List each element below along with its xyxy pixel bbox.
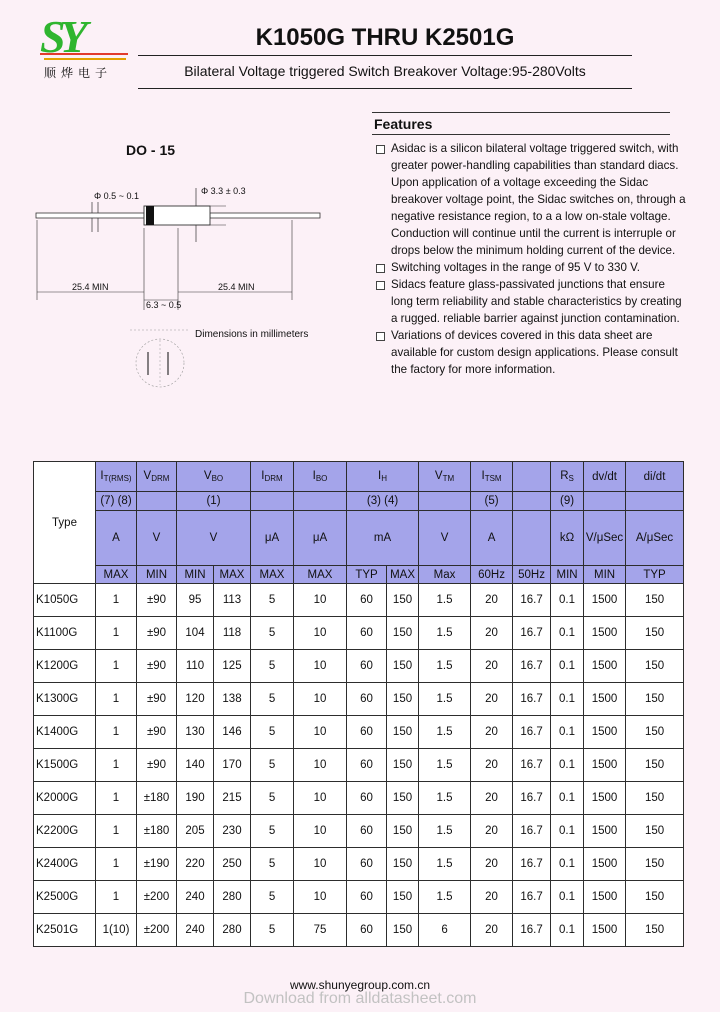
value-cell: ±190 [137, 848, 177, 881]
value-cell: 20 [471, 683, 513, 716]
value-cell: 150 [387, 914, 419, 947]
value-cell: 16.7 [513, 716, 551, 749]
value-cell: 16.7 [513, 848, 551, 881]
value-cell: 5 [251, 584, 294, 617]
table-row [34, 848, 684, 881]
value-cell: 16.7 [513, 650, 551, 683]
value-cell: 10 [294, 683, 347, 716]
value-cell: 60 [347, 716, 387, 749]
value-cell: 150 [387, 584, 419, 617]
value-cell: 1.5 [419, 683, 471, 716]
value-cell: ±90 [137, 716, 177, 749]
value-cell: 16.7 [513, 815, 551, 848]
dim-body-diameter: Φ 3.3 ± 0.3 [201, 186, 246, 196]
table-row [34, 617, 684, 650]
dim-lead-right: 25.4 MIN [218, 282, 255, 292]
table-row [34, 749, 684, 782]
type-cell: K1050G [34, 584, 96, 617]
spec-table-body [34, 584, 684, 947]
unit-cell: V/μSec [584, 511, 626, 566]
param-header: di/dt [626, 462, 684, 492]
value-cell: 113 [214, 584, 251, 617]
limit-cell: MIN [551, 566, 584, 584]
param-header: $I_{TSM}$ [471, 462, 513, 492]
value-cell: ±200 [137, 914, 177, 947]
value-cell: 1500 [584, 815, 626, 848]
units-row [34, 511, 684, 566]
value-cell: 95 [177, 584, 214, 617]
type-cell: K2200G [34, 815, 96, 848]
type-cell: K2000G [34, 782, 96, 815]
checkbox-bullet-icon [376, 281, 385, 290]
param-header: $I_{T(RMS)}$ [96, 462, 137, 492]
value-cell: 20 [471, 914, 513, 947]
value-cell: 60 [347, 617, 387, 650]
value-cell: 5 [251, 782, 294, 815]
value-cell: 5 [251, 914, 294, 947]
value-cell: 6 [419, 914, 471, 947]
value-cell: 120 [177, 683, 214, 716]
title-divider [138, 55, 632, 56]
param-header: $I_{DRM}$ [251, 462, 294, 492]
value-cell: 150 [626, 848, 684, 881]
unit-cell [513, 511, 551, 566]
value-cell: 5 [251, 617, 294, 650]
value-cell: 280 [214, 914, 251, 947]
checkbox-bullet-icon [376, 145, 385, 154]
param-header: $I_{BO}$ [294, 462, 347, 492]
unit-cell: V [177, 511, 251, 566]
value-cell: 5 [251, 815, 294, 848]
value-cell: 1 [96, 782, 137, 815]
value-cell: ±90 [137, 683, 177, 716]
table-row [34, 683, 684, 716]
note-cell: (9) [551, 492, 584, 511]
value-cell: 118 [214, 617, 251, 650]
type-cell: K2500G [34, 881, 96, 914]
value-cell: 150 [387, 617, 419, 650]
type-cell: K1300G [34, 683, 96, 716]
table-row [34, 815, 684, 848]
type-header: Type [34, 462, 96, 584]
value-cell: 220 [177, 848, 214, 881]
dim-lead-diameter: Φ 0.5 ~ 0.1 [94, 191, 139, 201]
value-cell: 10 [294, 881, 347, 914]
value-cell: 280 [214, 881, 251, 914]
limit-cell: MIN [137, 566, 177, 584]
limit-cell: MAX [387, 566, 419, 584]
unit-cell: mA [347, 511, 419, 566]
value-cell: 16.7 [513, 782, 551, 815]
subtitle-divider [138, 88, 632, 89]
value-cell: 150 [626, 914, 684, 947]
table-row [34, 914, 684, 947]
value-cell: 0.1 [551, 881, 584, 914]
value-cell: 1500 [584, 650, 626, 683]
note-cell [294, 492, 347, 511]
note-cell [419, 492, 471, 511]
feature-text: Sidacs feature glass-passivated junctions that ensure long term reliability and stable characteristics by creating a rugged. reliable barrier against junction contamination. [391, 278, 682, 325]
value-cell: 1 [96, 848, 137, 881]
limit-cell: 60Hz [471, 566, 513, 584]
value-cell: 1 [96, 815, 137, 848]
note-cell [251, 492, 294, 511]
value-cell: 1 [96, 716, 137, 749]
value-cell: 20 [471, 716, 513, 749]
unit-cell: A [96, 511, 137, 566]
value-cell: 1 [96, 584, 137, 617]
value-cell: 10 [294, 782, 347, 815]
value-cell: 150 [626, 683, 684, 716]
value-cell: ±90 [137, 749, 177, 782]
value-cell: 60 [347, 815, 387, 848]
footer-watermark: Download from alldatasheet.com [243, 990, 477, 1007]
value-cell: 60 [347, 584, 387, 617]
value-cell: 20 [471, 617, 513, 650]
value-cell: 1500 [584, 617, 626, 650]
value-cell: 1500 [584, 848, 626, 881]
unit-cell: V [419, 511, 471, 566]
value-cell: 150 [626, 881, 684, 914]
value-cell: 20 [471, 881, 513, 914]
value-cell: 5 [251, 716, 294, 749]
limit-cell: MIN [177, 566, 214, 584]
checkbox-bullet-icon [376, 332, 385, 341]
value-cell: 60 [347, 848, 387, 881]
value-cell: 5 [251, 650, 294, 683]
value-cell: 0.1 [551, 716, 584, 749]
logo-chinese-name: 顺烨电子 [44, 66, 113, 80]
feature-text: Switching voltages in the range of 95 V to 330 V. [391, 261, 641, 274]
value-cell: 16.7 [513, 617, 551, 650]
value-cell: 1500 [584, 584, 626, 617]
param-header: dv/dt [584, 462, 626, 492]
value-cell: 230 [214, 815, 251, 848]
value-cell: 10 [294, 584, 347, 617]
value-cell: 150 [626, 650, 684, 683]
value-cell: 1.5 [419, 650, 471, 683]
param-header: $V_{BO}$ [177, 462, 251, 492]
type-cell: K1500G [34, 749, 96, 782]
value-cell: 150 [626, 617, 684, 650]
param-header: $I_H$ [347, 462, 419, 492]
value-cell: 1.5 [419, 617, 471, 650]
value-cell: 20 [471, 815, 513, 848]
table-row [34, 782, 684, 815]
value-cell: 110 [177, 650, 214, 683]
type-cell: K2501G [34, 914, 96, 947]
value-cell: 20 [471, 848, 513, 881]
value-cell: 240 [177, 914, 214, 947]
value-cell: 0.1 [551, 584, 584, 617]
value-cell: 205 [177, 815, 214, 848]
value-cell: 0.1 [551, 650, 584, 683]
value-cell: 215 [214, 782, 251, 815]
feature-item [374, 140, 686, 259]
value-cell: 150 [626, 782, 684, 815]
unit-cell: V [137, 511, 177, 566]
value-cell: 1500 [584, 749, 626, 782]
value-cell: ±90 [137, 650, 177, 683]
limit-cell: MAX [294, 566, 347, 584]
value-cell: 170 [214, 749, 251, 782]
value-cell: 0.1 [551, 749, 584, 782]
page-subtitle: Bilateral Voltage triggered Switch Breakover Voltage:95-280Volts [184, 63, 586, 79]
value-cell: 104 [177, 617, 214, 650]
unit-cell: μA [294, 511, 347, 566]
value-cell: 10 [294, 617, 347, 650]
value-cell: 125 [214, 650, 251, 683]
value-cell: 10 [294, 749, 347, 782]
value-cell: 150 [387, 716, 419, 749]
table-row [34, 716, 684, 749]
footer-url: www.shunyegroup.com.cn [289, 978, 431, 992]
notes-row [34, 492, 684, 511]
note-cell [584, 492, 626, 511]
value-cell: 1500 [584, 683, 626, 716]
value-cell: ±180 [137, 815, 177, 848]
value-cell: 10 [294, 716, 347, 749]
value-cell: 1(10) [96, 914, 137, 947]
value-cell: 16.7 [513, 881, 551, 914]
value-cell: 150 [626, 815, 684, 848]
value-cell: 150 [387, 815, 419, 848]
value-cell: 60 [347, 782, 387, 815]
value-cell: 138 [214, 683, 251, 716]
value-cell: 240 [177, 881, 214, 914]
value-cell: ±180 [137, 782, 177, 815]
value-cell: 60 [347, 683, 387, 716]
page-title: K1050G THRU K2501G [255, 24, 515, 51]
value-cell: ±200 [137, 881, 177, 914]
value-cell: 1.5 [419, 848, 471, 881]
value-cell: 5 [251, 881, 294, 914]
left-lead [36, 213, 144, 218]
value-cell: 5 [251, 848, 294, 881]
value-cell: 1.5 [419, 749, 471, 782]
limit-cell: TYP [347, 566, 387, 584]
value-cell: 1500 [584, 881, 626, 914]
note-cell [137, 492, 177, 511]
value-cell: 16.7 [513, 683, 551, 716]
value-cell: 10 [294, 848, 347, 881]
value-cell: 1.5 [419, 881, 471, 914]
limit-cell: TYP [626, 566, 684, 584]
param-header [513, 462, 551, 492]
type-cell: K1100G [34, 617, 96, 650]
feature-text: Asidac is a silicon bilateral voltage triggered switch, with greater power-handling capabilities than standard diacs. Upon application of a voltage exceeding the Sidac breakover voltage point, the Sidac switches on, through a negative resistance region, to a a low on-stale voltage. Conduction will continue until the current is interruple or drops below the minimum holding current of the device. [391, 142, 686, 257]
note-cell [513, 492, 551, 511]
value-cell: 1.5 [419, 716, 471, 749]
dimensions-note: Dimensions in millimeters [195, 329, 309, 340]
note-cell: (3) (4) [347, 492, 419, 511]
value-cell: 10 [294, 815, 347, 848]
unit-cell: A [471, 511, 513, 566]
value-cell: 1500 [584, 716, 626, 749]
dim-body-length: 6.3 ~ 0.5 [146, 300, 182, 310]
value-cell: 0.1 [551, 617, 584, 650]
value-cell: 150 [387, 749, 419, 782]
param-header: $R_S$ [551, 462, 584, 492]
value-cell: 16.7 [513, 749, 551, 782]
value-cell: 146 [214, 716, 251, 749]
value-cell: 60 [347, 749, 387, 782]
value-cell: 60 [347, 914, 387, 947]
note-cell [626, 492, 684, 511]
param-header: $V_{TM}$ [419, 462, 471, 492]
value-cell: 150 [387, 881, 419, 914]
feature-item [374, 259, 686, 276]
limit-cell: 50Hz [513, 566, 551, 584]
feature-item [374, 276, 686, 327]
value-cell: 16.7 [513, 914, 551, 947]
value-cell: 1 [96, 617, 137, 650]
limits-row [34, 566, 684, 584]
value-cell: 130 [177, 716, 214, 749]
right-lead [210, 213, 320, 218]
value-cell: 1 [96, 749, 137, 782]
value-cell: 1.5 [419, 815, 471, 848]
value-cell: 150 [387, 650, 419, 683]
value-cell: 5 [251, 683, 294, 716]
checkbox-bullet-icon [376, 264, 385, 273]
value-cell: ±90 [137, 584, 177, 617]
type-cell: K1400G [34, 716, 96, 749]
value-cell: 20 [471, 782, 513, 815]
value-cell: 0.1 [551, 848, 584, 881]
value-cell: 150 [626, 584, 684, 617]
value-cell: 150 [626, 716, 684, 749]
logo-letters: SY [40, 11, 82, 62]
unit-cell: kΩ [551, 511, 584, 566]
spec-table [33, 461, 684, 947]
feature-item [374, 327, 686, 378]
value-cell: 190 [177, 782, 214, 815]
value-cell: 150 [387, 848, 419, 881]
type-cell: K2400G [34, 848, 96, 881]
value-cell: 60 [347, 650, 387, 683]
limit-cell: Max [419, 566, 471, 584]
value-cell: 0.1 [551, 683, 584, 716]
features-top-rule [372, 112, 670, 113]
value-cell: 60 [347, 881, 387, 914]
value-cell: 75 [294, 914, 347, 947]
features-list [374, 140, 686, 378]
value-cell: 1500 [584, 914, 626, 947]
value-cell: 20 [471, 650, 513, 683]
value-cell: 1 [96, 683, 137, 716]
limit-cell: MAX [251, 566, 294, 584]
value-cell: 250 [214, 848, 251, 881]
limit-cell: MAX [96, 566, 137, 584]
param-header-row [34, 462, 684, 492]
value-cell: 0.1 [551, 914, 584, 947]
note-cell: (7) (8) [96, 492, 137, 511]
value-cell: 16.7 [513, 584, 551, 617]
value-cell: 150 [387, 782, 419, 815]
type-cell: K1200G [34, 650, 96, 683]
value-cell: 1 [96, 881, 137, 914]
value-cell: 140 [177, 749, 214, 782]
unit-cell: μA [251, 511, 294, 566]
value-cell: 0.1 [551, 815, 584, 848]
value-cell: 1.5 [419, 782, 471, 815]
limit-cell: MIN [584, 566, 626, 584]
value-cell: 20 [471, 584, 513, 617]
table-row [34, 650, 684, 683]
value-cell: 20 [471, 749, 513, 782]
dim-lead-left: 25.4 MIN [72, 282, 109, 292]
value-cell: 150 [626, 749, 684, 782]
note-cell: (1) [177, 492, 251, 511]
value-cell: 0.1 [551, 782, 584, 815]
value-cell: 10 [294, 650, 347, 683]
param-header: $V_{DRM}$ [137, 462, 177, 492]
unit-cell: A/μSec [626, 511, 684, 566]
table-row [34, 881, 684, 914]
limit-cell: MAX [214, 566, 251, 584]
table-row [34, 584, 684, 617]
feature-text: Variations of devices covered in this data sheet are available for custom design applications. Please consult the factory for more information. [391, 329, 678, 376]
value-cell: 1500 [584, 782, 626, 815]
value-cell: 150 [387, 683, 419, 716]
value-cell: ±90 [137, 617, 177, 650]
value-cell: 1 [96, 650, 137, 683]
features-heading: Features [374, 116, 433, 132]
value-cell: 1.5 [419, 584, 471, 617]
value-cell: 5 [251, 749, 294, 782]
package-name: DO - 15 [126, 142, 176, 158]
features-bottom-rule [372, 134, 670, 135]
note-cell: (5) [471, 492, 513, 511]
cathode-band [146, 206, 154, 225]
